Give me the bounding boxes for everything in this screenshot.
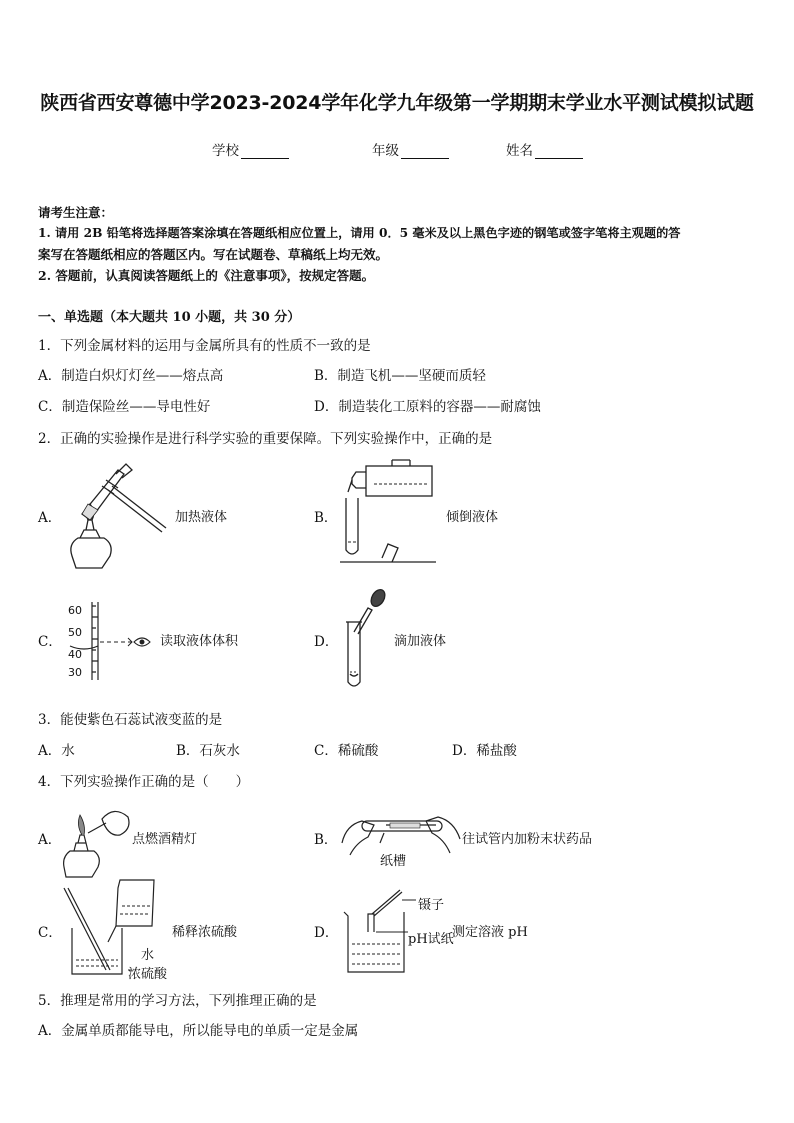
school-label: 学校 <box>212 143 239 159</box>
q3-option-c[interactable]: C．稀硫酸 <box>314 743 379 759</box>
q3-stem: 3．能使紫色石蕊试液变蓝的是 <box>38 712 223 728</box>
q2-option-b[interactable]: B． <box>314 510 338 526</box>
tick-50: 50 <box>68 626 82 639</box>
q1-option-b[interactable]: B．制造飞机——坚硬而质轻 <box>314 368 486 384</box>
eye-icon <box>134 638 150 646</box>
grade-blank <box>401 145 449 159</box>
pouring-liquid-illustration <box>338 458 438 566</box>
notice-line1a: 1. 请用 2B 铅笔将选择题答案涂填在答题纸相应位置上，请用 0．5 毫米及以上黑色字迹的钢笔或签字笔将主观题的答 <box>38 226 681 240</box>
notice-heading: 请考生注意： <box>38 205 114 220</box>
grade-label: 年级 <box>372 143 399 159</box>
q4-stem: 4．下列实验操作正确的是（ ） <box>38 774 250 790</box>
heating-liquid-illustration <box>58 456 170 570</box>
q4-a-label: 点燃酒精灯 <box>132 832 198 847</box>
q2-option-d[interactable]: D． <box>314 634 339 650</box>
q4-c-label: 稀释浓硫酸 <box>172 925 238 940</box>
q4-option-c[interactable]: C． <box>38 925 62 941</box>
notice-line1b: 案写在答题纸相应的答题区内。写在试题卷、草稿纸上均无效。 <box>38 247 389 262</box>
q1-option-a[interactable]: A．制造白炽灯灯丝——熔点高 <box>38 368 224 384</box>
q2-c-label: 读取液体体积 <box>160 634 239 649</box>
q4-option-b[interactable]: B． <box>314 832 338 848</box>
lighting-lamp-illustration <box>62 795 134 881</box>
q2-option-a[interactable]: A． <box>38 510 62 526</box>
adding-drops-illustration <box>340 586 400 692</box>
q4-b-sub: 纸槽 <box>380 854 407 869</box>
q4-c-water: 水 <box>141 948 155 963</box>
tick-60: 60 <box>68 604 82 617</box>
measuring-ph-illustration <box>340 884 416 976</box>
q4-c-acid: 浓硫酸 <box>128 967 168 982</box>
q4-d-label: 测定溶液 pH <box>452 925 528 940</box>
q5-stem: 5．推理是常用的学习方法，下列推理正确的是 <box>38 993 317 1009</box>
q2-option-c[interactable]: C． <box>38 634 62 650</box>
name-label: 姓名 <box>506 143 533 159</box>
q3-option-d[interactable]: D．稀盐酸 <box>452 743 517 759</box>
q1-stem: 1．下列金属材料的运用与金属所具有的性质不一致的是 <box>38 338 371 354</box>
page-title: 陕西省西安尊德中学2023-2024学年化学九年级第一学期期末学业水平测试模拟试题 <box>40 92 754 114</box>
q1-option-d[interactable]: D．制造装化工原料的容器——耐腐蚀 <box>314 399 541 415</box>
q1-option-c[interactable]: C．制造保险丝——导电性好 <box>38 399 211 415</box>
q2-a-label: 加热液体 <box>175 510 228 525</box>
q4-option-d[interactable]: D． <box>314 925 339 941</box>
q4-d-paper: pH试纸 <box>408 932 454 947</box>
school-blank <box>241 145 289 159</box>
name-blank <box>535 145 583 159</box>
reading-volume-illustration <box>62 600 154 682</box>
q4-d-tweezers: 镊子 <box>418 898 445 913</box>
name-field <box>506 139 583 159</box>
q2-stem: 2．正确的实验操作是进行科学实验的重要保障。下列实验操作中，正确的是 <box>38 431 493 447</box>
q2-d-label: 滴加液体 <box>394 634 447 649</box>
school-field <box>212 139 289 159</box>
notice-line2: 2. 答题前，认真阅读答题纸上的《注意事项》，按规定答题。 <box>38 268 375 283</box>
q2-b-label: 倾倒液体 <box>446 510 499 525</box>
tick-40: 40 <box>68 648 82 661</box>
q3-option-b[interactable]: B．石灰水 <box>176 743 240 759</box>
tick-30: 30 <box>68 666 82 679</box>
q4-option-a[interactable]: A． <box>38 832 62 848</box>
grade-field <box>372 139 449 159</box>
q5-option-a[interactable]: A．金属单质都能导电，所以能导电的单质一定是金属 <box>38 1023 359 1039</box>
q4-b-label: 往试管内加粉末状药品 <box>462 832 593 847</box>
section-heading: 一、单选题（本大题共 10 小题，共 30 分） <box>38 310 301 325</box>
q3-option-a[interactable]: A．水 <box>38 743 75 759</box>
